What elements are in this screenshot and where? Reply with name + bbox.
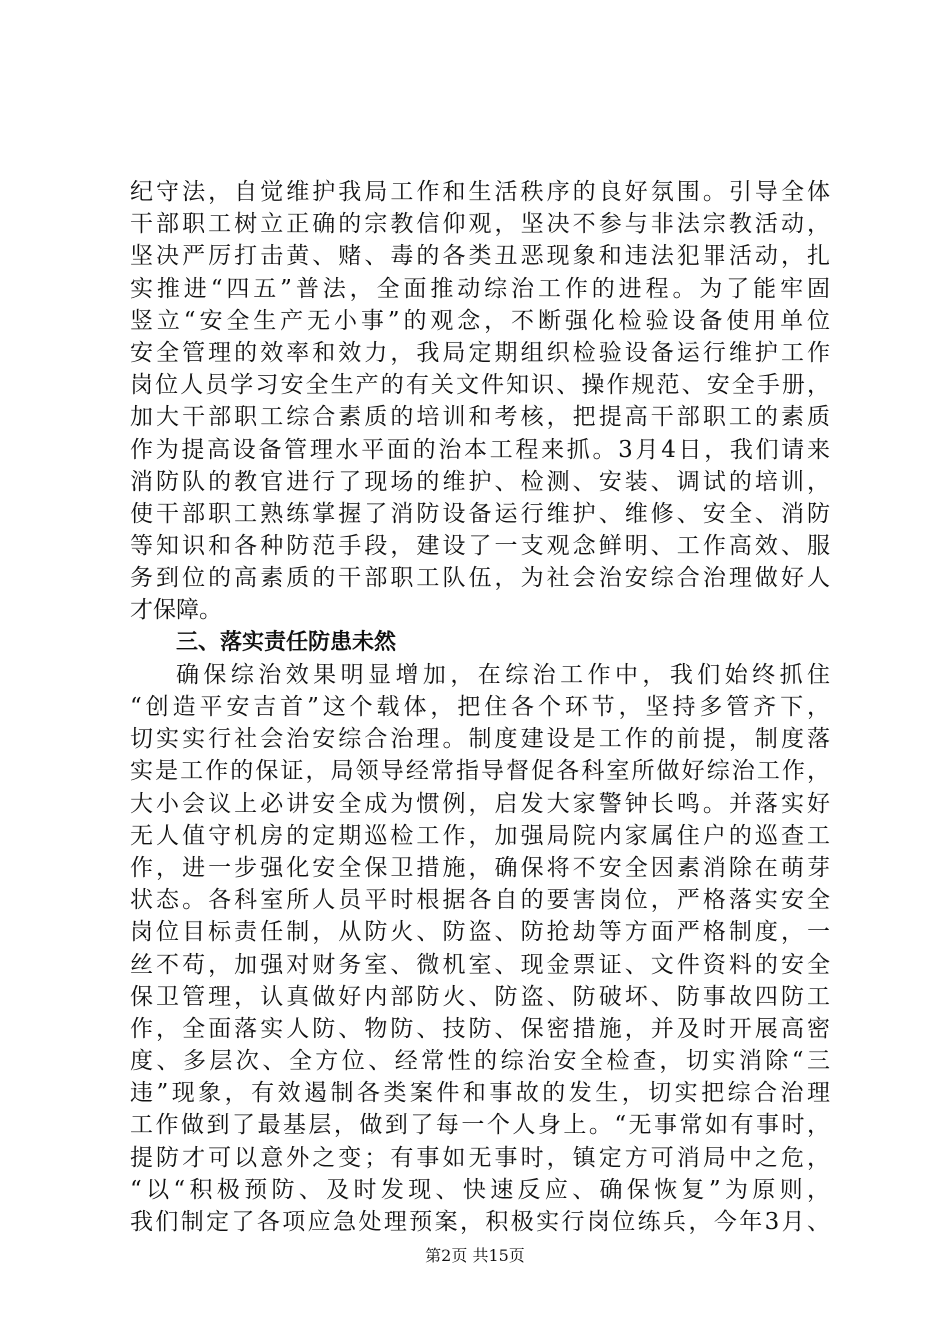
text-line: 坚决严厉打击黄、赌、毒的各类丑恶现象和违法犯罪活动，扎 [130,243,830,270]
paragraph-1 [130,176,830,627]
text-line: 状态。各科室所人员平时根据各自的要害岗位，严格落实安全 [130,887,830,914]
text-line: 提防才可以意外之变；有事如无事时，镇定方可消局中之危， [130,1144,830,1171]
text-line: 才保障。 [130,597,222,624]
text-line: 作为提高设备管理水平面的治本工程来抓。3月4日，我们请来 [130,436,830,463]
text-line: 无人值守机房的定期巡检工作，加强局院内家属住户的巡查工 [130,822,830,849]
text-line: 丝不苟，加强对财务室、微机室、现金票证、文件资料的安全 [130,951,830,978]
text-line: 等知识和各种防范手段，建设了一支观念鲜明、工作高效、服 [130,533,830,560]
text-line: 作，进一步强化安全保卫措施，确保将不安全因素消除在萌芽 [130,854,830,881]
text-line: 消防队的教官进行了现场的维护、检测、安装、调试的培训， [130,468,830,495]
text-line: 作，全面落实人防、物防、技防、保密措施，并及时开展高密 [130,1015,830,1042]
text-line: 纪守法，自觉维护我局工作和生活秩序的良好氛围。引导全体 [130,179,830,205]
paragraph-2 [130,659,830,1238]
text-line: “创造平安吉首”这个载体，把住各个环节，坚持多管齐下， [130,694,830,720]
text-line: 干部职工树立正确的宗教信仰观，坚决不参与非法宗教活动， [130,211,830,238]
section-heading: 三、落实责任防患未然 [176,629,397,655]
text-line: 大小会议上必讲安全成为惯例，启发大家警钟长鸣。并落实好 [130,790,830,817]
document-body [130,176,830,1238]
text-line: 确保综治效果明显增加，在综治工作中，我们始终抓住 [176,661,830,688]
text-line: 切实实行社会治安综合治理。制度建设是工作的前提，制度落 [130,726,830,753]
text-line: 岗位目标责任制，从防火、防盗、防抢劫等方面严格制度，一 [130,919,830,946]
page-indicator: 第2页 共15页 [425,1246,525,1265]
page-footer [0,1243,950,1266]
text-line: 竖立“安全生产无小事”的观念，不断强化检验设备使用单位 [130,307,830,334]
text-line: “以“积极预防、及时发现、快速反应、确保恢复”为原则， [130,1176,830,1203]
text-line: 使干部职工熟练掌握了消防设备运行维护、维修、安全、消防 [130,500,830,527]
text-line: 务到位的高素质的干部职工队伍，为社会治安综合治理做好人 [130,565,830,592]
text-line: 岗位人员学习安全生产的有关文件知识、操作规范、安全手册， [130,372,830,399]
text-line: 我们制定了各项应急处理预案，积极实行岗位练兵，今年3月、 [130,1209,830,1235]
text-line: 工作做到了最基层，做到了每一个人身上。“无事常如有事时， [130,1112,830,1139]
text-line: 安全管理的效率和效力，我局定期组织检验设备运行维护工作 [130,339,830,366]
text-line: 实推进“四五”普法，全面推动综治工作的进程。为了能牢固 [130,275,830,302]
text-line: 实是工作的保证，局领导经常指导督促各科室所做好综治工作， [130,758,830,785]
text-line: 保卫管理，认真做好内部防火、防盗、防破坏、防事故四防工 [130,983,830,1010]
text-line: 违”现象，有效遏制各类案件和事故的发生，切实把综合治理 [130,1080,830,1107]
text-line: 加大干部职工综合素质的培训和考核，把提高干部职工的素质 [130,404,830,431]
text-line: 度、多层次、全方位、经常性的综治安全检查，切实消除“三 [130,1048,830,1075]
